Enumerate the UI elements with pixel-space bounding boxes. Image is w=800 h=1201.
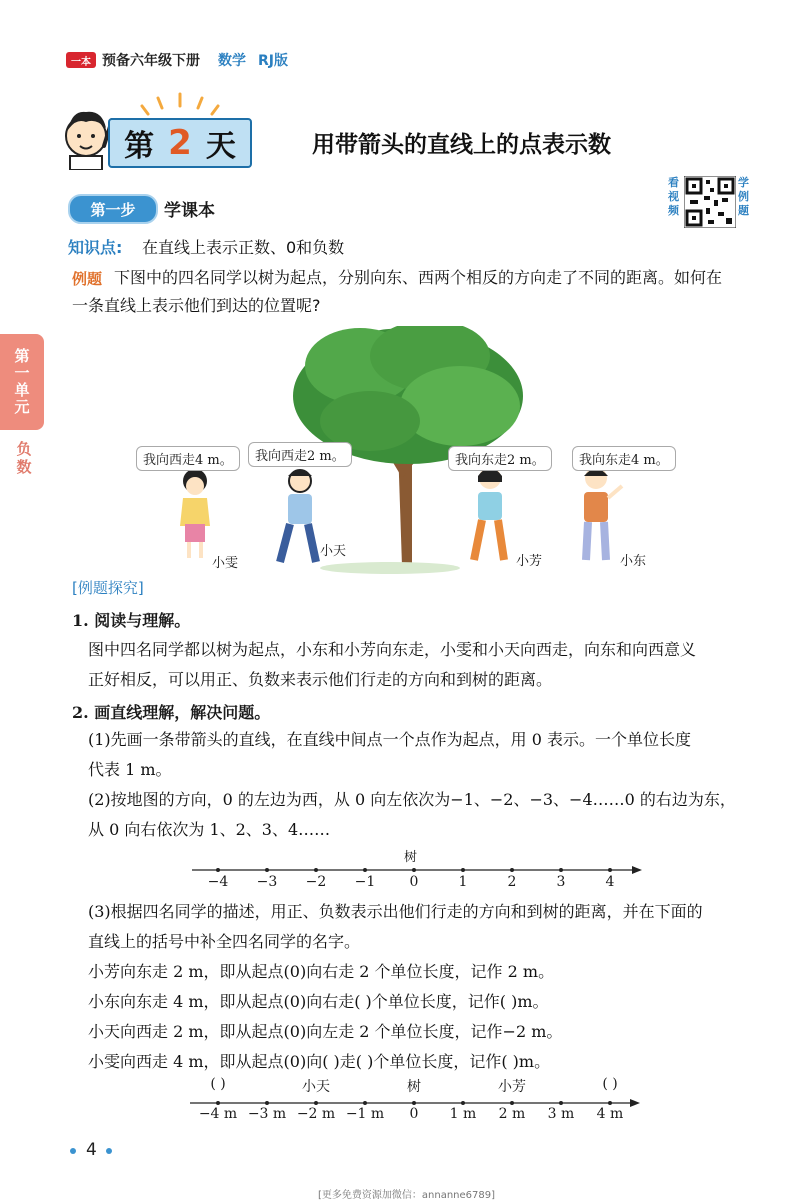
step-3a: (3)根据四名同学的描述，用正、负数表示出他们行走的方向和到树的距离，并在下面的 xyxy=(88,902,703,921)
numberline2-top-label: 小芳 xyxy=(498,1079,526,1095)
number-line-tick-label: −4 m xyxy=(198,1106,238,1122)
number-line-point xyxy=(510,1101,514,1105)
number-line-point xyxy=(412,1101,416,1105)
number-line-point xyxy=(363,1101,367,1105)
number-line-tick-label: −3 m xyxy=(247,1106,287,1122)
lesson-title: 用带箭头的直线上的点表示数 xyxy=(312,132,611,158)
number-line-tick-label: −2 xyxy=(305,874,327,890)
number-line-tick-label: 2 xyxy=(507,874,517,890)
page-dot-left xyxy=(70,1148,76,1154)
qr-label-right: 学例题 xyxy=(738,176,749,217)
side-topic-char: 负 xyxy=(16,440,32,458)
side-tab-char: 第 xyxy=(14,347,30,365)
number-line-point xyxy=(265,868,269,872)
number-line-tick-label: −3 xyxy=(256,874,278,890)
number-line-point xyxy=(461,1101,465,1105)
student-xiaodong xyxy=(584,467,622,560)
number-line-tick-label: −4 xyxy=(207,874,229,890)
numberline2-top-label: 树 xyxy=(407,1079,421,1095)
name-xiaodong: 小东 xyxy=(620,554,647,569)
number-line-point xyxy=(216,1101,220,1105)
name-xiaowen: 小雯 xyxy=(212,556,239,571)
speech-bubble-xiaofang: 我向东走2 m。 xyxy=(448,446,552,471)
topic-side-label xyxy=(14,440,34,476)
number-line-tick-label: 4 m xyxy=(596,1106,624,1122)
header-grade: 预备六年级下册 xyxy=(102,53,200,69)
numberline2-top-label: 小天 xyxy=(302,1079,330,1095)
day-number: 2 xyxy=(168,123,192,163)
example-line-1: 下图中的四名同学以树为起点，分别向东、西两个相反的方向走了不同的距离。如何在 xyxy=(114,268,723,287)
number-line-tick-label: 2 m xyxy=(498,1106,526,1122)
number-line-point xyxy=(314,1101,318,1105)
heading-read-understand: 1. 阅读与理解。 xyxy=(72,611,191,630)
header-version: RJ版 xyxy=(258,53,288,69)
side-tab-char: 元 xyxy=(14,398,30,416)
heading-draw-line: 2. 画直线理解，解决问题。 xyxy=(72,703,271,722)
number-line-tick-label: −1 m xyxy=(345,1106,385,1122)
number-line-tick-label: 4 xyxy=(605,874,615,890)
number-line-tick-label: 1 m xyxy=(449,1106,477,1122)
number-line-point xyxy=(314,868,318,872)
step-2b: 从 0 向右依次为 1、2、3、4…… xyxy=(88,820,331,839)
number-line-tick-label: −1 xyxy=(354,874,376,890)
number-line-point xyxy=(559,868,563,872)
numberline1-tree-label: 树 xyxy=(404,850,418,865)
number-line-tick-label: 1 xyxy=(458,874,468,890)
step-pill: 第一步 xyxy=(68,194,158,224)
page-number: 4 xyxy=(86,1140,97,1160)
example-label: 例题 xyxy=(72,270,103,288)
step-name: 学课本 xyxy=(164,201,215,221)
knowledge-label: 知识点: xyxy=(68,238,123,257)
speech-bubble-xiaotian: 我向西走2 m。 xyxy=(248,442,352,467)
number-line-point xyxy=(510,868,514,872)
para-1b: 正好相反，可以用正、负数来表示他们行走的方向和到树的距离。 xyxy=(88,670,553,689)
day-suffix: 天 xyxy=(205,129,236,164)
numberline2-blank[interactable]: ( ) xyxy=(602,1076,618,1092)
step-2a: (2)按地图的方向，0 的左边为西，从 0 向左依次为−1、−2、−3、−4……0 的右边为东， xyxy=(88,790,736,809)
watermark: [更多免费资源加微信：annanne6789] xyxy=(318,1190,496,1201)
numberline2-blank[interactable]: ( ) xyxy=(210,1076,226,1092)
sun-rays-decoration xyxy=(140,92,220,118)
mascot-illustration xyxy=(56,96,116,170)
number-line-point xyxy=(608,1101,612,1105)
number-line-point xyxy=(608,868,612,872)
number-line-point xyxy=(363,868,367,872)
number-line-tick-label: 0 xyxy=(409,1106,419,1122)
example-line-2: 一条直线上表示他们到达的位置呢? xyxy=(72,296,321,315)
number-line-point xyxy=(412,868,416,872)
header-subject: 数学 xyxy=(218,53,246,69)
number-line-tick-label: −2 m xyxy=(296,1106,336,1122)
name-xiaotian: 小天 xyxy=(320,544,347,559)
para-1a: 图中四名同学都以树为起点，小东和小芳向东走，小雯和小天向西走，向东和向西意义 xyxy=(88,640,697,659)
step-3b: 直线上的括号中补全四名同学的名字。 xyxy=(88,932,361,951)
qr-label-left: 看视频 xyxy=(668,176,679,217)
explore-title: [例题探究] xyxy=(72,579,144,597)
number-line-point xyxy=(559,1101,563,1105)
speech-bubble-xiaowen: 我向西走4 m。 xyxy=(136,446,240,471)
name-xiaofang: 小芳 xyxy=(516,554,543,569)
qr-code-icon[interactable] xyxy=(684,176,736,228)
speech-bubble-xiaodong: 我向东走4 m。 xyxy=(572,446,676,471)
number-line-point xyxy=(216,868,220,872)
student-xiaotian xyxy=(280,470,316,562)
page-dot-right xyxy=(106,1148,112,1154)
student-xiaofang xyxy=(474,467,504,560)
brand-logo: 一本 xyxy=(66,52,96,68)
number-line-point xyxy=(461,868,465,872)
number-line-tick-label: 3 xyxy=(556,874,566,890)
step-1a: (1)先画一条带箭头的直线，在直线中间点一个点作为起点，用 0 表示。一个单位长度 xyxy=(88,730,692,749)
number-line-point xyxy=(265,1101,269,1105)
sentence-xiaotian: 小天向西走 2 m，即从起点(0)向左走 2 个单位长度，记作−2 m。 xyxy=(88,1022,563,1041)
numberline2-labels xyxy=(0,1106,800,1126)
sentence-xiaodong: 小东向东走 4 m，即从起点(0)向右走( )个单位长度，记作( )m。 xyxy=(88,992,549,1011)
numberline1-labels xyxy=(0,874,800,894)
side-topic-char: 数 xyxy=(16,458,32,476)
unit-side-tab xyxy=(0,334,44,430)
side-tab-char: 一 xyxy=(14,364,30,382)
sentence-xiaofang: 小芳向东走 2 m，即从起点(0)向右走 2 个单位长度，记作 2 m。 xyxy=(88,962,555,981)
side-tab-char: 单 xyxy=(14,381,30,399)
sentence-xiaowen: 小雯向西走 4 m，即从起点(0)向( )走( )个单位长度，记作( )m。 xyxy=(88,1052,551,1071)
number-line-tick-label: 3 m xyxy=(547,1106,575,1122)
day-badge xyxy=(108,118,252,168)
step-1b: 代表 1 m。 xyxy=(88,760,172,779)
knowledge-text: 在直线上表示正数、0和负数 xyxy=(142,238,345,257)
student-xiaowen xyxy=(180,469,210,558)
number-line-tick-label: 0 xyxy=(409,874,419,890)
day-prefix: 第 xyxy=(124,129,155,164)
numberline2-top-labels xyxy=(0,1076,800,1096)
